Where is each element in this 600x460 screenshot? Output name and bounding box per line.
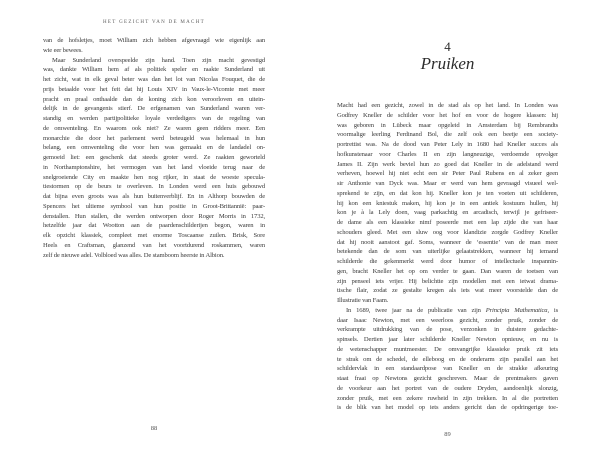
page-number-right: 89 — [444, 431, 451, 438]
text-line: hij kon een kniestuk maken, hij kon je in een antiek kostuum hullen, hij — [337, 199, 558, 207]
text-line: in Northamptonshire, het vermogen van het land vloeide terug naar de — [43, 163, 265, 171]
text-line: spinsels. Dertien jaar later schilderde Kneller Newton opnieuw, en nu is — [337, 336, 558, 343]
text-line: elk opzicht klassiek, compleet met enorme Toscaanse zuilen. Brisk, Sore — [43, 232, 265, 239]
text-line: portrettist was. Na de dood van Peter Lely in 1680 had Kneller succes als — [337, 141, 558, 148]
text-line: tische flair, zodat ze gestalte kregen als iets wat meer voorstelde dan de — [337, 287, 558, 295]
text-line: In 1689, twee jaar na de publicatie van zijn Principia Mathematica, is — [346, 306, 558, 314]
text-line: tiestormen op de beurs te overleven. In Londen werd een huis gebouwd — [43, 183, 265, 191]
page-body-left — [43, 36, 265, 260]
text-line: wie eer bewees. — [43, 46, 83, 54]
text-line: schilderde die gekenmerkt werd door humor of intellectuele inspannin- — [337, 258, 558, 265]
text-line: belang, een omwenteling die voor hen was gemaakt en de landadel on- — [43, 144, 265, 152]
text-line: de wetenschapper muntmeester. De omvangrijke klassieke pruik zit iets — [337, 345, 558, 353]
text-line: voormalige leerling Ferdinand Bol, die zelf ook een beetje een society- — [337, 131, 558, 139]
text-line: van de hofsletjes, moet William zich hebben afgevraagd wie eigenlijk aan — [43, 37, 265, 44]
text-line: verheven, hoewel hij niet echt een sir Peter Paul Rubens en al zeker geen — [337, 170, 558, 178]
text-line: betekende dan de som van uiterlijke gelaatstrekken, wanneer hij iemand — [337, 248, 558, 256]
text-line: het zicht, wat in elk geval beter was dan het lot van Nicolas Fouquet, die de — [43, 76, 265, 83]
text-line: monarchie die door het parlement werd beteugeld was helemaal in hun — [43, 134, 265, 142]
text-line: hetzelfde jaar dat Wootton aan de paardenschilderijen begon, waren in — [43, 222, 265, 230]
text-line: standig en werden partijpolitieke loyale verdedigers van de regeling van — [43, 115, 265, 122]
text-line: prijs betaalde voor het feit dat hij Louis XIV in Vaux-le-Vicomte met meer — [43, 85, 265, 93]
text-line: schildervlak in een standaardpose van Kneller en de strakke afkeuring — [337, 365, 558, 373]
text-line: kon je à la Lely doen, vaag parkachtig en arcadisch, terwijl je gefriseer- — [337, 209, 558, 217]
text-line: snelgroeiende City en maakte hen nog rijker, in staat de woeste specula- — [43, 173, 265, 181]
page-number-left: 88 — [150, 425, 158, 432]
text-line: Maar Sunderland overspeelde zijn hand. Toen zijn macht gevestigd — [52, 56, 265, 64]
page-body-right — [337, 101, 558, 413]
text-line: de voorkeur aan het portret van de oudere Dryden, aandoenlijk slonzig, — [337, 384, 558, 392]
text-line: schouders gleed. Met een sluw oog voor klandizie zorgde Godfrey Kneller — [337, 228, 558, 236]
text-line: zonder pruik, met een zekere ruwheid in zijn trekken. In al die portretten — [337, 394, 558, 402]
text-line: is de blik van het model op iets anders gericht dan de opdringerige toe- — [337, 404, 558, 412]
text-line: dat bijna even groots was als hun buitenverblijf. En in Althorp bouwden de — [43, 193, 265, 200]
text-line: was geboren in Lübeck maar opgeleid in Amsterdam bij Rembrandts — [337, 121, 558, 129]
text-line: daar Isaac Newton, met een weerloos gezicht, zonder pruik, zonder de — [337, 316, 558, 324]
text-line: denstallen. Hun stallen, die werden ontworpen door Roger Morris in 1732, — [43, 212, 265, 220]
page-right — [337, 0, 558, 460]
text-line: gemoeid liet: een geschenk dat steeds groter werd. Ze raakten geworteld — [43, 154, 265, 161]
text-line: Spencers het ultieme symbool van hun positie in Groot-Brittannië: paar- — [43, 202, 265, 210]
text-line: Heels en Craftsman, glanzend van het voortdurend roskammen, waren — [43, 241, 265, 249]
text-line: te strak om de schedel, de elleboog en de onderarm zijn parallel aan het — [337, 355, 558, 363]
text-line: dat hij nooit aanstoot gaf. Soms, wanneer de ‘essentie’ van de man meer — [337, 238, 558, 246]
running-header: HET GEZICHT VAN DE MACHT — [103, 20, 205, 25]
text-line: hofkunstenaar voor Charles II en zijn langneuzige, verdoemde opvolger — [337, 150, 558, 158]
text-line: de omwenteling. En waarom ook niet? Ze waren geen ridders meer. Een — [43, 124, 265, 132]
text-line: zijn penseel iets vrijer. Hij belichtte zijn modellen met een ietwat drama- — [337, 277, 558, 285]
page-left — [43, 0, 265, 460]
text-line: gen, bracht Kneller het op om verder te gaan. Dan waren de toetsen van — [337, 267, 558, 275]
text-line: sir Anthonie van Dyck was. Maar er werd van hem gevraagd visueel wel- — [337, 180, 558, 187]
chapter-title: Pruiken — [420, 54, 475, 73]
text-line: sprekend te zijn, en dat kon hij. Kneller kon je ten voeten uit schilderen, — [337, 189, 558, 197]
text-line: zelf de nieuwe adel. Volbloed was alles. De stamboom heerste in Albion. — [43, 251, 225, 259]
text-line: delijk in de gevangenis stierf. De erfgenamen van Sunderland waren ver- — [43, 105, 265, 113]
text-line: staat fraai op Newtons gezicht geschreven. Maar de prentmakers gaven — [337, 375, 558, 382]
text-line: Macht had een gezicht, zowel in de stad als op het land. In Londen was — [337, 102, 558, 109]
chapter-number: 4 — [444, 39, 451, 54]
text-line: de dame als een klassieke nimf poseerde met een lap zijde die van haar — [337, 219, 558, 226]
text-line: Illustratie van Faam. — [337, 297, 389, 304]
text-line: pracht en praal onthaalde dan de koning zich kon veroorloven en uitein- — [43, 95, 265, 103]
text-line: James II. Zijn werk beviel hun zo goed dat Kneller in de adelstand werd — [337, 160, 558, 168]
text-line: Godfrey Kneller de schilder voor het hof en voor de hogere klassen: hij — [337, 111, 558, 119]
text-line: verkrampte uitdrukking van de pose, verzonken in duistere gedachte- — [337, 326, 558, 334]
text-line: was, dankte William hem af als politiek speler en raakte Sunderland uit — [43, 66, 265, 74]
